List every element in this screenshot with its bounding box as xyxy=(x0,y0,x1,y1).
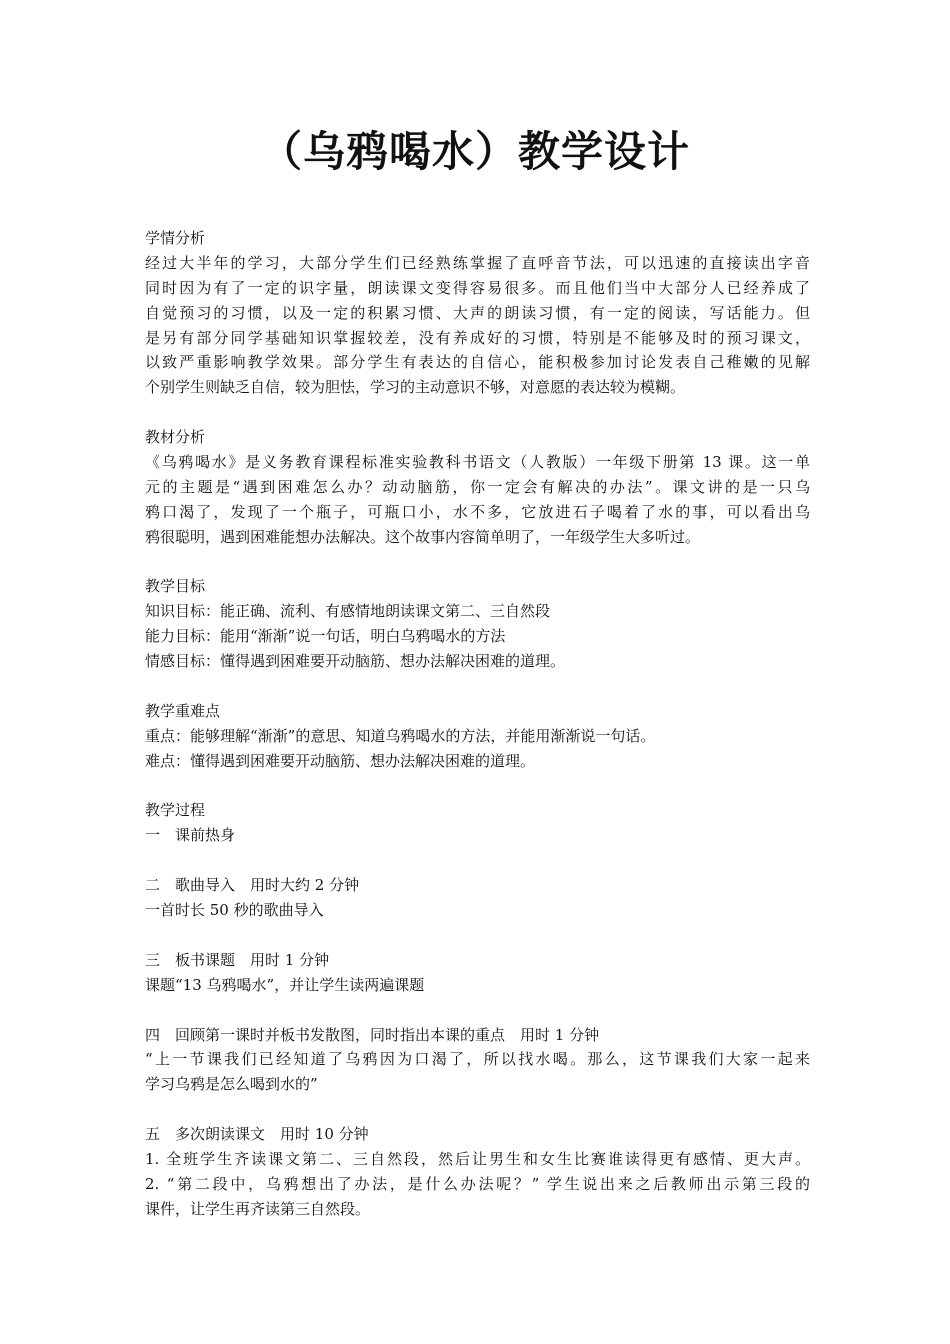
step-detail-line: “上一节课我们已经知道了乌鸦因为口渴了，所以找水喝。那么，这节课我们大家一起来 xyxy=(145,1050,810,1069)
paragraph-line: 经过大半年的学习，大部分学生们已经熟练掌握了直呼音节法，可以迅速的直接读出字音 xyxy=(145,253,810,272)
step-detail-line: 课题“13 乌鸦喝水”，并让学生读两遍课题 xyxy=(145,975,425,994)
step-heading: 四 回顾第一课时并板书发散图，同时指出本课的重点 用时 1 分钟 xyxy=(145,1025,600,1044)
objective-line: 情感目标：懂得遇到困难要开动脑筋、想办法解决困难的道理。 xyxy=(145,652,566,671)
section-heading: 学情分析 xyxy=(145,229,206,247)
key-point-line: 难点：懂得遇到困难要开动脑筋、想办法解决困难的道理。 xyxy=(145,751,536,770)
step-detail-line: 课件，让学生再齐读第三自然段。 xyxy=(145,1199,371,1218)
section-learning-analysis xyxy=(145,226,810,400)
section-textbook-analysis xyxy=(145,425,810,549)
section-heading: 教学目标 xyxy=(145,577,206,596)
paragraph-line: 鸦口渴了，发现了一个瓶子，可瓶口小，水不多，它放进石子喝着了水的事，可以看出乌 xyxy=(145,502,810,521)
section-step-song-intro xyxy=(145,873,810,923)
paragraph-line: 以致严重影响教学效果。部分学生有表达的自信心，能积极参加讨论发表自己稚嫩的见解 xyxy=(145,353,810,372)
paragraph-line: 自觉预习的习惯，以及一定的积累习惯、大声的朗读习惯，有一定的阅读，写话能力。但 xyxy=(145,303,810,322)
step-heading: 五 多次朗读课文 用时 10 分钟 xyxy=(145,1125,369,1144)
step-detail-line: 学习乌鸦是怎么喝到水的” xyxy=(145,1075,318,1094)
section-step-reading xyxy=(145,1122,810,1222)
paragraph-line: 同时因为有了一定的识字量，朗读课文变得容易很多。而且他们当中大部分人已经养成了 xyxy=(145,278,810,297)
step-detail-line: 2. “第二段中，乌鸦想出了办法，是什么办法呢？” 学生说出来之后教师出示第三段的 xyxy=(145,1174,810,1193)
section-teaching-process xyxy=(145,798,810,848)
paragraph-line: 是另有部分同学基础知识掌握较差，没有养成好的习惯，特别是不能够及时的预习课文， xyxy=(145,328,810,347)
paragraph-line: 《乌鸦喝水》是义务教育课程标准实验教科书语文（人教版）一年级下册第 13 课。这一单 xyxy=(145,453,810,472)
section-heading: 教学重难点 xyxy=(145,701,221,720)
document-title: （乌鸦喝水）教学设计 xyxy=(259,127,690,176)
step-detail-line: 一首时长 50 秒的歌曲导入 xyxy=(145,901,324,920)
step-detail-line: 1. 全班学生齐读课文第二、三自然段，然后让男生和女生比赛谁读得更有感情、更大声。 xyxy=(145,1149,810,1168)
step-heading: 二 歌曲导入 用时大约 2 分钟 xyxy=(145,876,360,895)
section-key-points xyxy=(145,699,810,774)
paragraph-line: 元的主题是“遇到困难怎么办？动动脑筋，你一定会有解决的办法”。课文讲的是一只乌 xyxy=(145,477,810,496)
paragraph-line: 个别学生则缺乏自信，较为胆怯，学习的主动意识不够，对意愿的表达较为模糊。 xyxy=(145,378,686,397)
section-step-write-title xyxy=(145,948,810,998)
process-step-line: 一 课前热身 xyxy=(145,826,236,845)
section-teaching-objectives xyxy=(145,574,810,674)
step-heading: 三 板书课题 用时 1 分钟 xyxy=(145,950,330,969)
objective-line: 知识目标：能正确、流利、有感情地朗读课文第二、三自然段 xyxy=(145,602,551,621)
section-heading: 教学过程 xyxy=(145,801,206,820)
section-step-review xyxy=(145,1023,810,1098)
paragraph-line: 鸦很聪明，遇到困难能想办法解决。这个故事内容简单明了，一年级学生大多听过。 xyxy=(145,527,701,546)
key-point-line: 重点：能够理解“渐渐”的意思、知道乌鸦喝水的方法，并能用渐渐说一句话。 xyxy=(145,726,656,745)
section-heading: 教材分析 xyxy=(145,428,206,447)
objective-line: 能力目标：能用“渐渐”说一句话，明白乌鸦喝水的方法 xyxy=(145,627,506,646)
document-body xyxy=(145,226,810,1247)
